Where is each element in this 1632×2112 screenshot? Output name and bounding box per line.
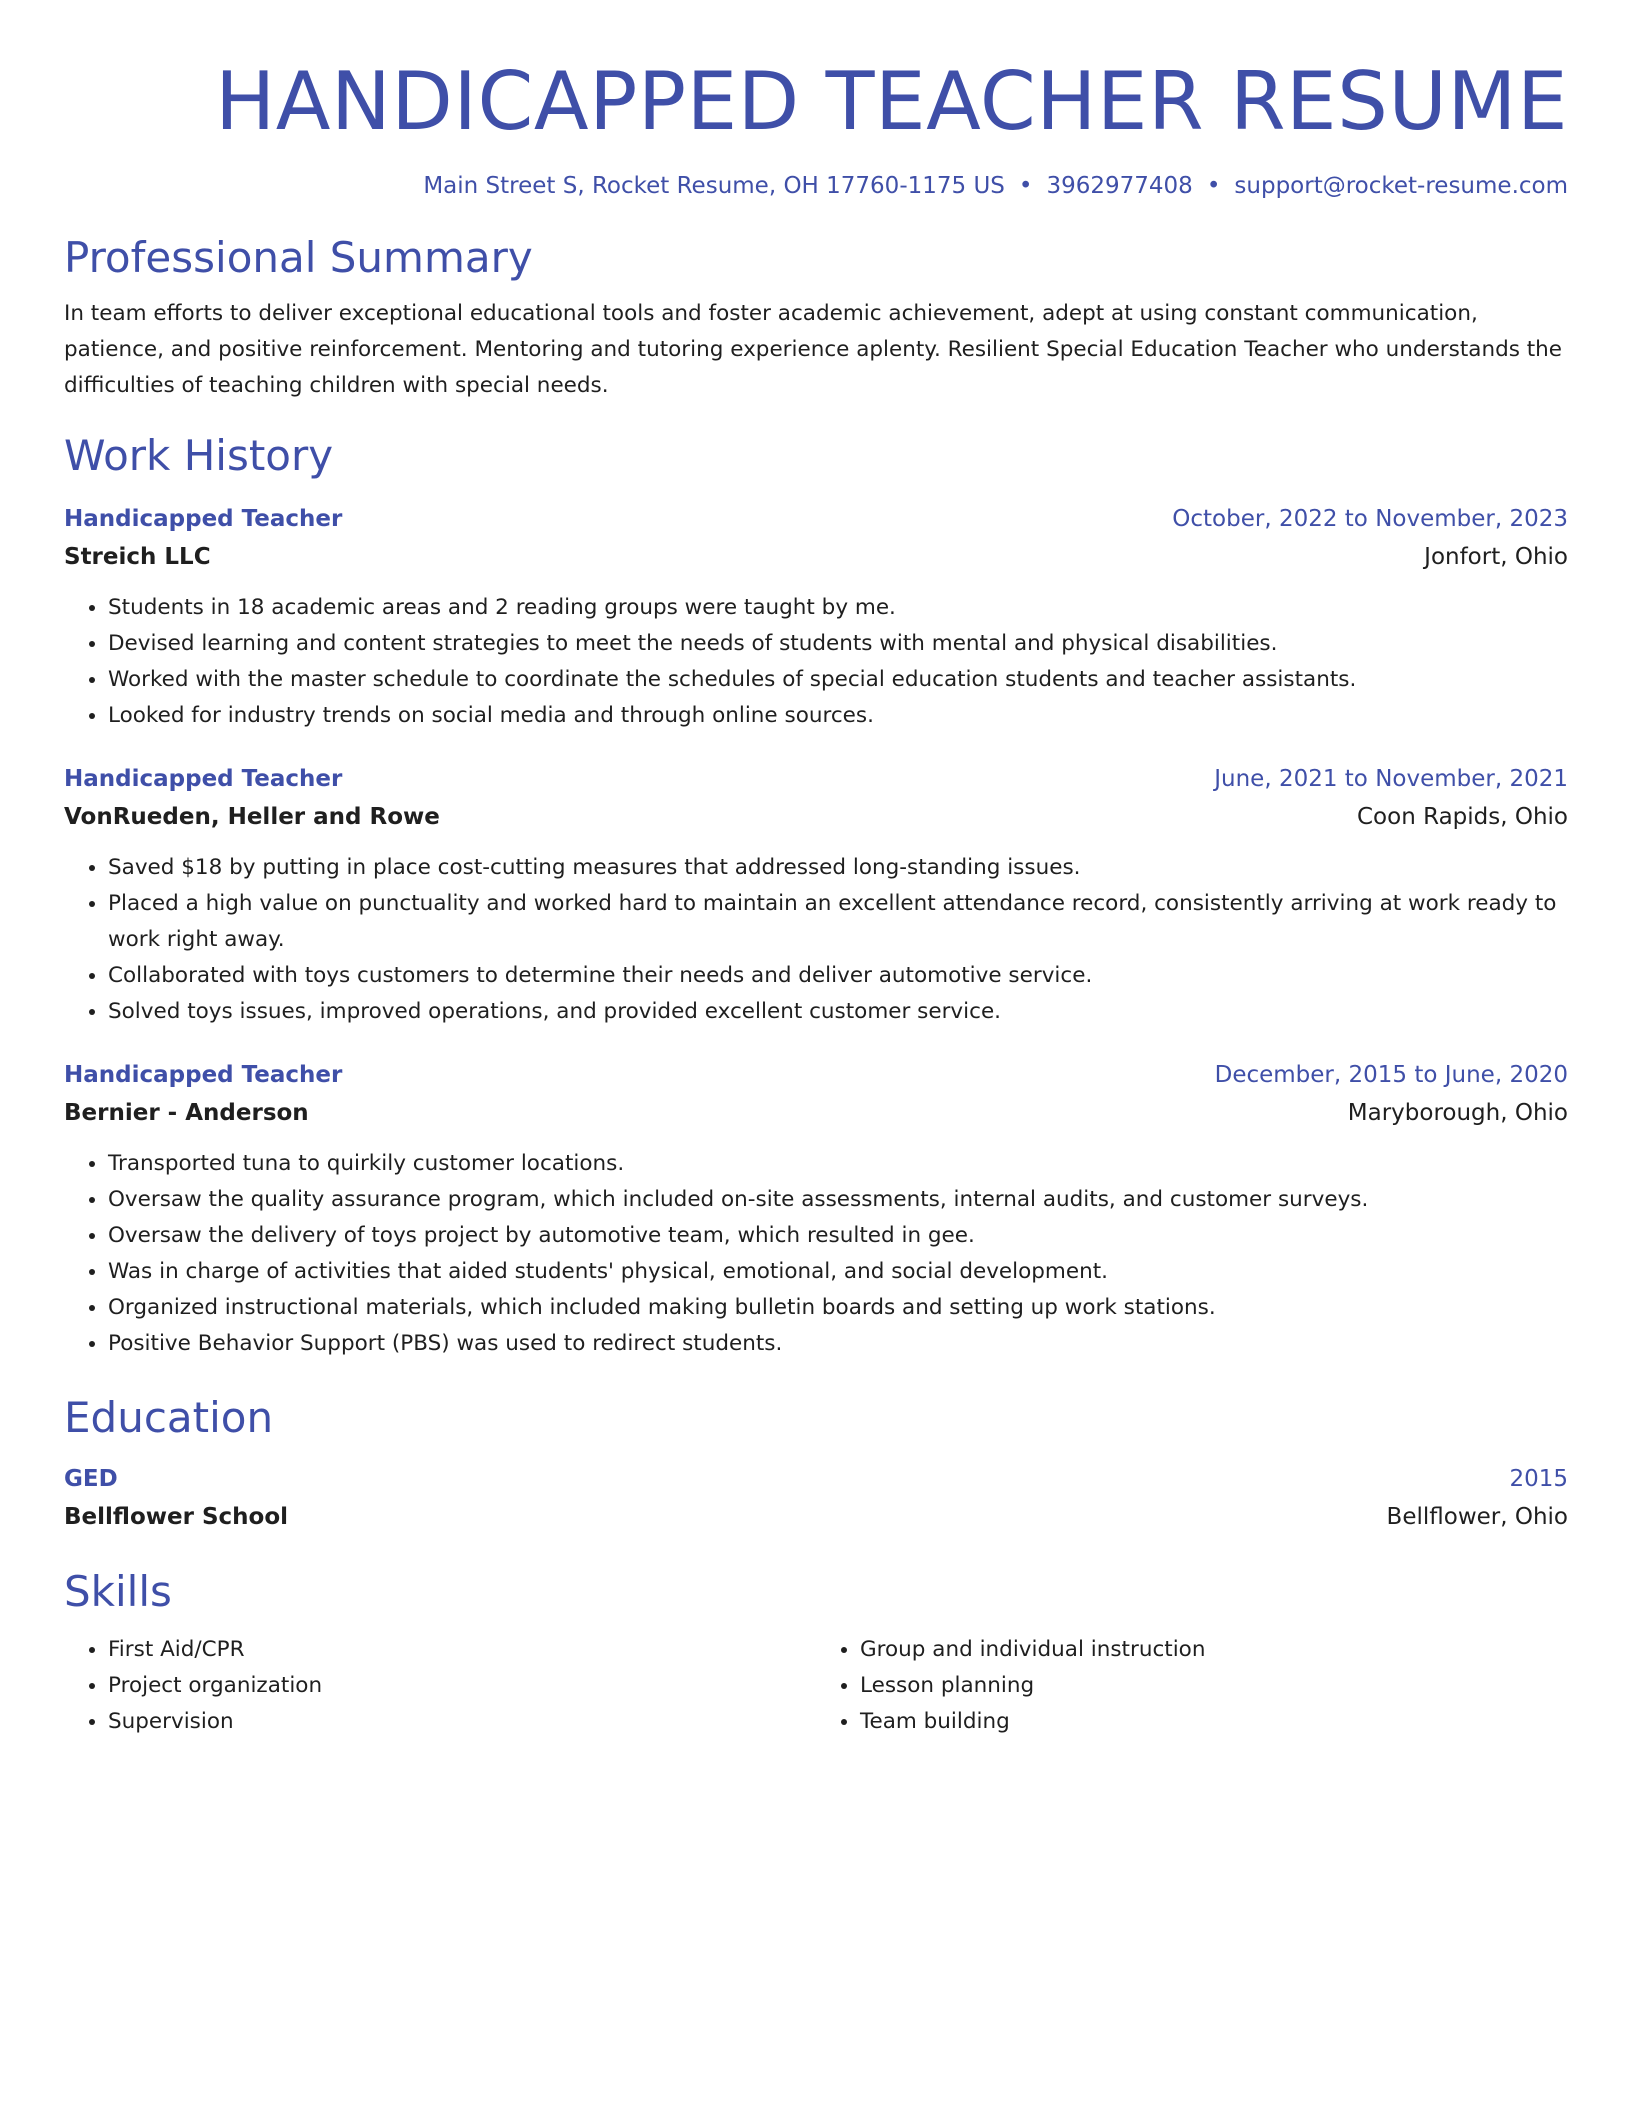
resume-page: [64, 0, 1568, 1740]
job-bullets: [64, 1146, 1568, 1362]
education-heading: Education: [64, 1393, 274, 1442]
skills-column-left: [64, 1632, 816, 1740]
list-item: • Transported tuna to quirkily customer locations.: [108, 1146, 1568, 1182]
job-bullets: [64, 850, 1568, 1030]
list-item: • Oversaw the quality assurance program, which included on-site assessments, internal audits, and customer surveys.: [108, 1182, 1568, 1218]
list-item: • Positive Behavior Support (PBS) was used to redirect students.: [108, 1326, 1568, 1362]
resume-title: HANDICAPPED TEACHER RESUME: [215, 55, 1568, 148]
job-entry: [64, 1056, 1568, 1362]
list-item: • Organized instructional materials, which included making bulletin boards and setting up work stations.: [108, 1290, 1568, 1326]
job-location: Jonfort, Ohio: [1424, 544, 1568, 570]
phone-number: 3962977408: [1046, 173, 1193, 199]
list-item: • Devised learning and content strategies to meet the needs of students with mental and physical disabilities.: [108, 626, 1568, 662]
list-item: • Solved toys issues, improved operations, and provided excellent customer service.: [108, 994, 1568, 1030]
school-location: Bellflower, Ohio: [1386, 1504, 1568, 1530]
email-address: support@rocket-resume.com: [1234, 173, 1568, 199]
company-name: VonRueden, Heller and Rowe: [64, 804, 440, 830]
company-name: Bernier - Anderson: [64, 1100, 309, 1126]
school-name: Bellflower School: [64, 1504, 289, 1530]
education-entry: [64, 1460, 1568, 1536]
skill-item: • Group and individual instruction: [860, 1632, 1568, 1668]
job-entry: [64, 760, 1568, 1030]
list-item: • Looked for industry trends on social media and through online sources.: [108, 698, 1568, 734]
skill-item: • First Aid/CPR: [108, 1632, 816, 1668]
list-item: • Oversaw the delivery of toys project by automotive team, which resulted in gee.: [108, 1218, 1568, 1254]
skill-item: • Project organization: [108, 1668, 816, 1704]
job-bullets: [64, 590, 1568, 734]
degree: GED: [64, 1466, 118, 1492]
job-location: Coon Rapids, Ohio: [1357, 804, 1568, 830]
skills-heading: Skills: [64, 1567, 172, 1616]
contact-line: [64, 170, 1568, 202]
separator-dot: •: [1206, 173, 1221, 199]
skill-item: • Lesson planning: [860, 1668, 1568, 1704]
skill-item: • Team building: [860, 1704, 1568, 1740]
job-entry: [64, 500, 1568, 734]
job-dates: December, 2015 to June, 2020: [1214, 1062, 1568, 1088]
job-title: Handicapped Teacher: [64, 766, 343, 792]
skills-list: [64, 1632, 1568, 1740]
separator-dot: •: [1018, 173, 1033, 199]
list-item: • Saved $18 by putting in place cost-cutting measures that addressed long-standing issues.: [108, 850, 1568, 886]
job-dates: October, 2022 to November, 2023: [1172, 506, 1568, 532]
company-name: Streich LLC: [64, 544, 211, 570]
work-history-heading: Work History: [64, 431, 334, 480]
job-location: Maryborough, Ohio: [1347, 1100, 1568, 1126]
list-item: • Students in 18 academic areas and 2 reading groups were taught by me.: [108, 590, 1568, 626]
list-item: • Collaborated with toys customers to determine their needs and deliver automotive service.: [108, 958, 1568, 994]
job-title: Handicapped Teacher: [64, 1062, 343, 1088]
list-item: • Worked with the master schedule to coordinate the schedules of special education students and teacher assistants.: [108, 662, 1568, 698]
skill-item: • Supervision: [108, 1704, 816, 1740]
skills-column-right: [816, 1632, 1568, 1740]
education-year: 2015: [1509, 1466, 1568, 1492]
address: Main Street S, Rocket Resume, OH 17760-1175 US: [423, 173, 1005, 199]
list-item: • Placed a high value on punctuality and worked hard to maintain an excellent attendance record, consistently arriving at work ready to work right away.: [108, 886, 1568, 958]
summary-heading: Professional Summary: [64, 233, 533, 282]
job-dates: June, 2021 to November, 2021: [1214, 766, 1568, 792]
summary-text: In team efforts to deliver exceptional educational tools and foster academic achievement, adept at using constant communication, patience, and positive reinforcement. Mentoring and tutoring experience aplenty. Resilient Special Education Teacher who understands the difficulties of teaching children with special needs.: [64, 301, 1563, 398]
list-item: • Was in charge of activities that aided students' physical, emotional, and social development.: [108, 1254, 1568, 1290]
job-title: Handicapped Teacher: [64, 506, 343, 532]
